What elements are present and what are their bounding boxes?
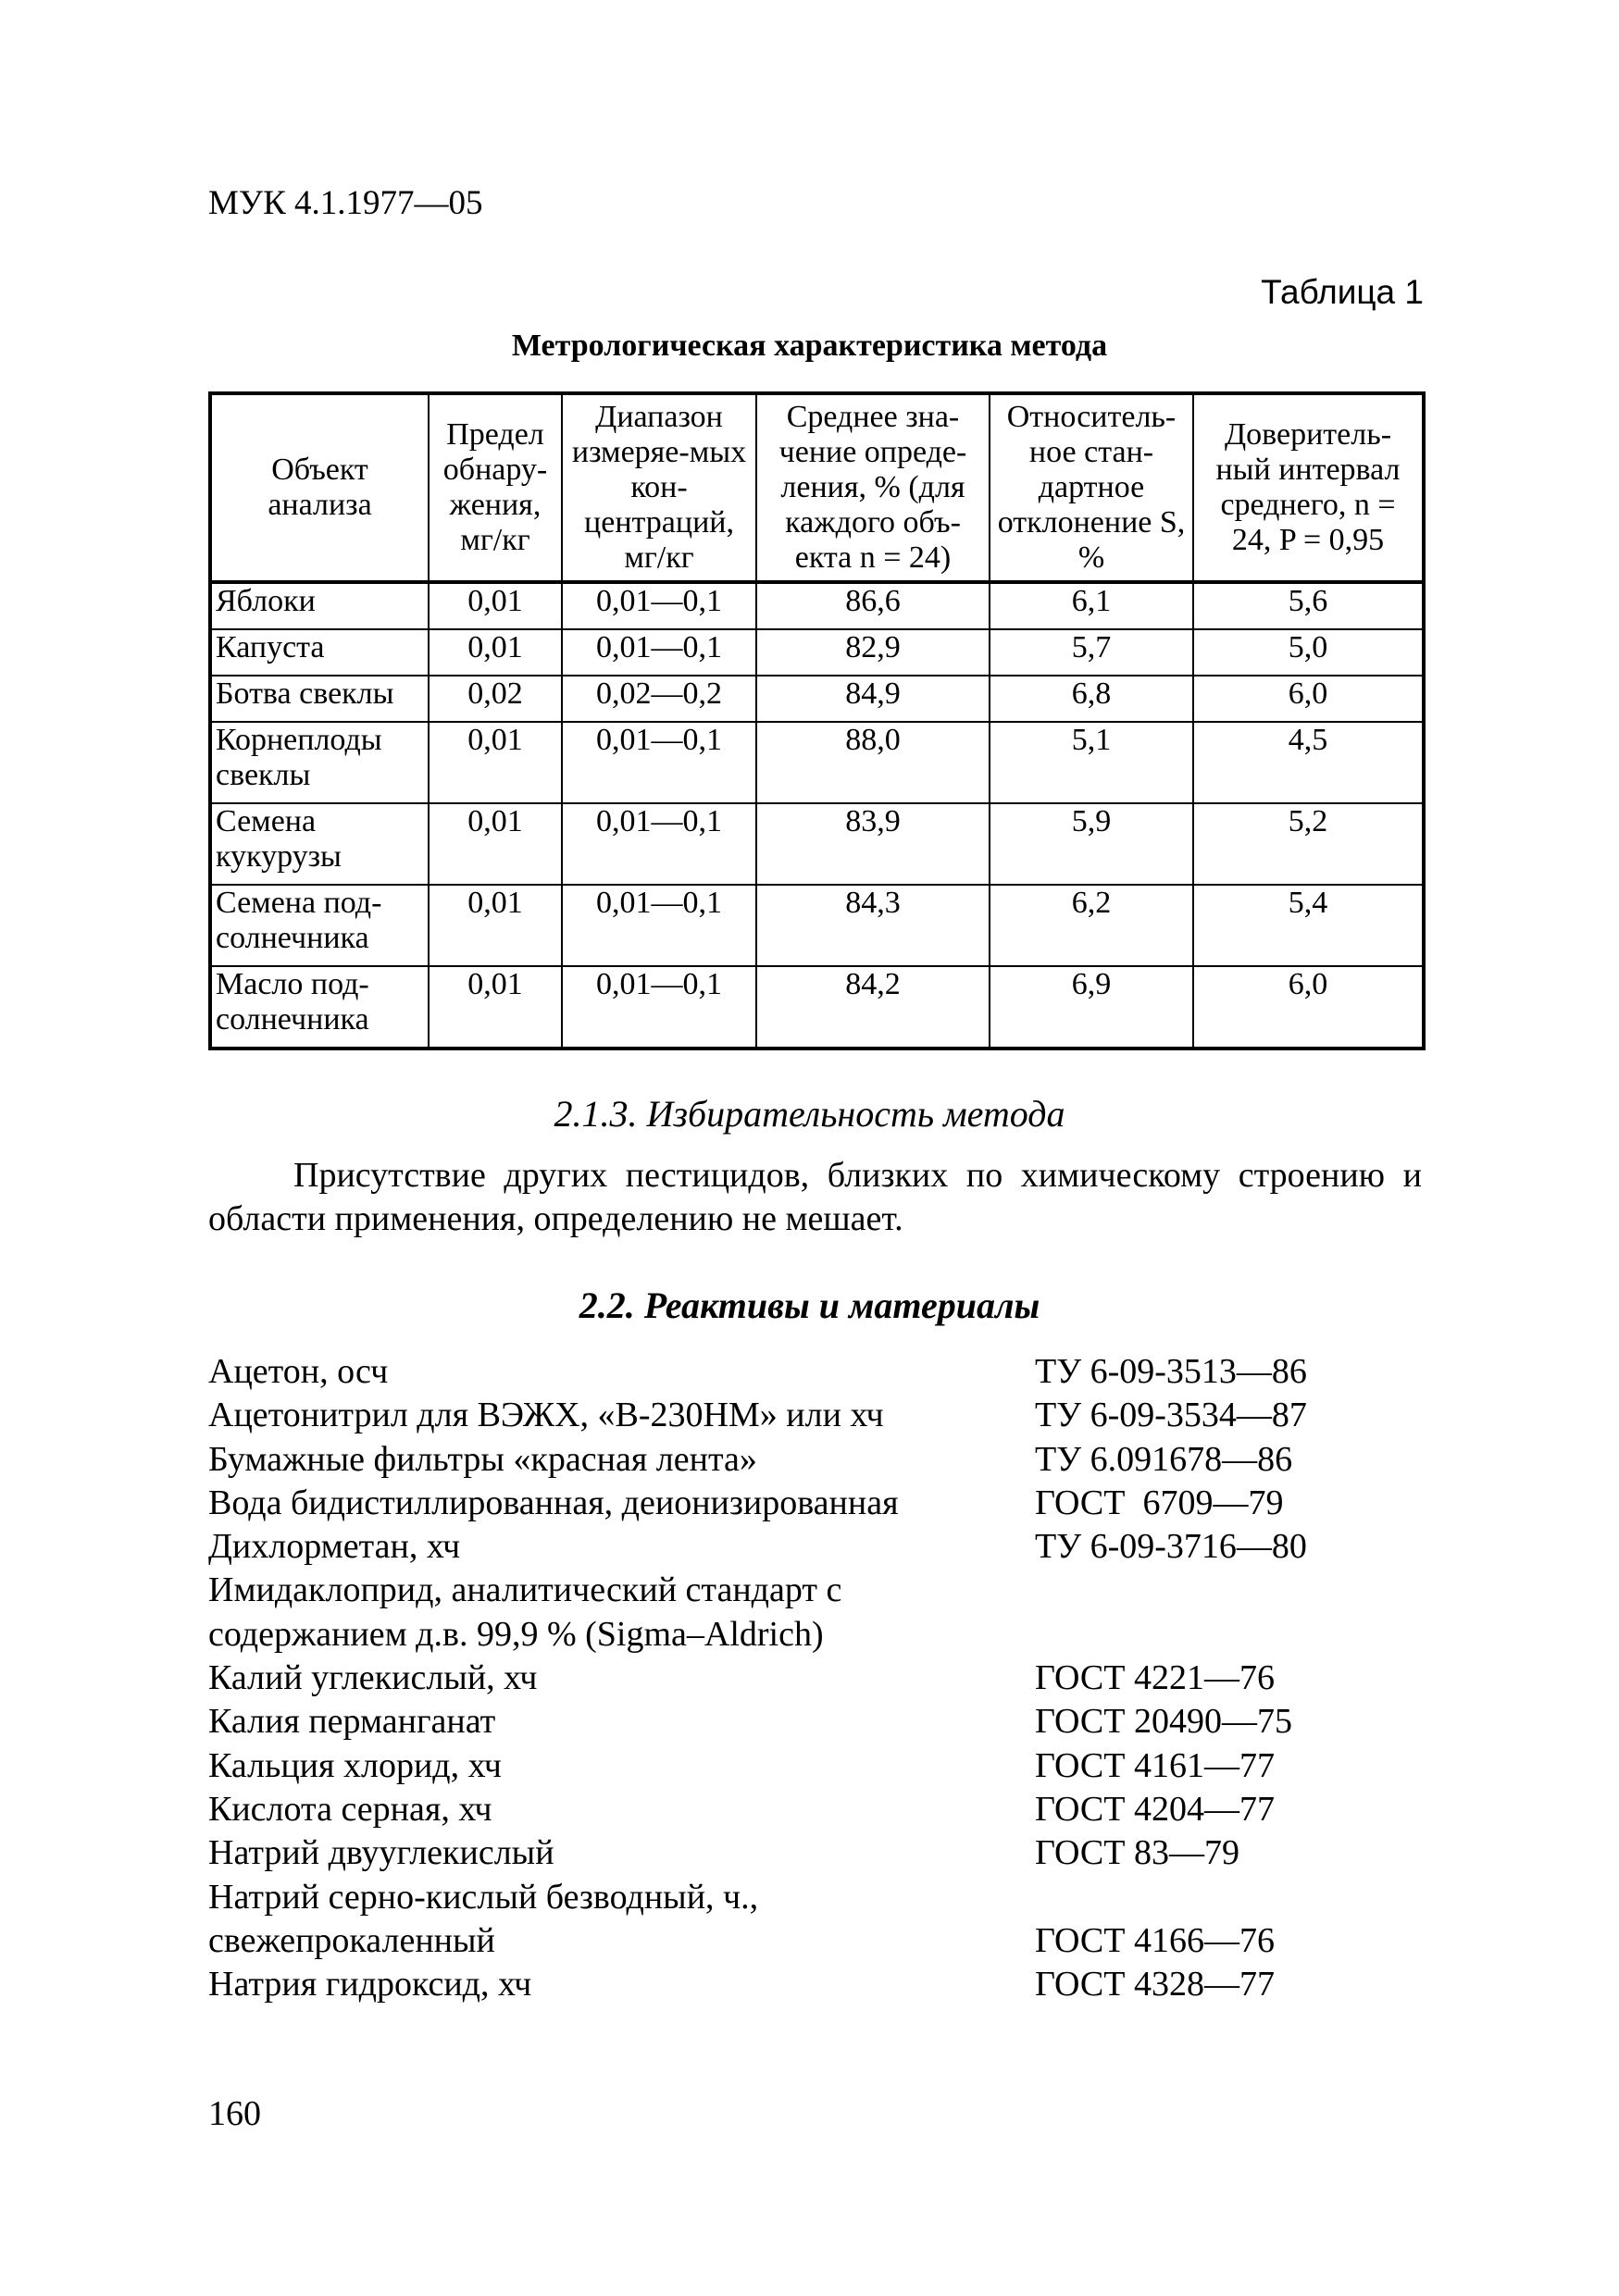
cell-object: Семена кукурузы xyxy=(210,803,429,885)
reagent-name: Натрия гидроксид, хч xyxy=(208,1965,532,2004)
reagent-standard: ГОСТ 4328—77 xyxy=(1035,1965,1275,2004)
cell-value: 6,0 xyxy=(1193,676,1424,722)
reagent-name: Кислота серная, хч xyxy=(208,1789,492,1829)
cell-value: 4,5 xyxy=(1193,722,1424,803)
reagent-name: Ацетонитрил для ВЭЖХ, «В-230НМ» или хч xyxy=(208,1396,884,1435)
reagent-standard: ТУ 6-09-3513—86 xyxy=(1035,1352,1307,1391)
reagent-name: Дихлорметан, хч xyxy=(208,1527,461,1567)
cell-object: Ботва свеклы xyxy=(210,676,429,722)
cell-value: 84,3 xyxy=(756,885,990,966)
cell-value: 5,9 xyxy=(990,803,1193,885)
list-item xyxy=(208,1394,1422,1437)
reagent-standard: ТУ 6-09-3534—87 xyxy=(1035,1396,1307,1435)
table-row xyxy=(210,803,1424,885)
header-detection-limit: Предел обнару-жения, мг/кг xyxy=(429,393,562,582)
reagent-standard: ГОСТ 83—79 xyxy=(1035,1833,1239,1873)
cell-value: 5,1 xyxy=(990,722,1193,803)
cell-value: 84,2 xyxy=(756,966,990,1049)
cell-value: 6,1 xyxy=(990,582,1193,629)
cell-value: 5,4 xyxy=(1193,885,1424,966)
cell-value: 6,9 xyxy=(990,966,1193,1049)
cell-value: 88,0 xyxy=(756,722,990,803)
cell-value: 0,01—0,1 xyxy=(562,582,756,629)
header-range: Диапазон измеряе-мых кон-центраций, мг/кг xyxy=(562,393,756,582)
list-item xyxy=(208,1438,1422,1482)
cell-value: 83,9 xyxy=(756,803,990,885)
metrology-table xyxy=(208,391,1426,1050)
reagent-name: Бумажные фильтры «красная лента» xyxy=(208,1439,757,1479)
cell-value: 82,9 xyxy=(756,629,990,676)
reagent-name: Натрий двууглекислый xyxy=(208,1833,554,1873)
cell-object: Яблоки xyxy=(210,582,429,629)
cell-object: Капуста xyxy=(210,629,429,676)
cell-value: 0,01—0,1 xyxy=(562,803,756,885)
page-number: 160 xyxy=(208,2094,261,2133)
table-row xyxy=(210,582,1424,629)
table-row xyxy=(210,629,1424,676)
header-rsd: Относитель-ное стан-дартное отклонение S, % xyxy=(990,393,1193,582)
header-object: Объект анализа xyxy=(210,393,429,582)
header-mean: Среднее зна-чение опреде-ления, % (для каждого объ-екта n = 24) xyxy=(756,393,990,582)
cell-value: 0,01 xyxy=(429,722,562,803)
cell-value: 6,2 xyxy=(990,885,1193,966)
list-item xyxy=(208,1657,1422,1700)
reagent-standard: ТУ 6-09-3716—80 xyxy=(1035,1527,1307,1567)
reagent-standard: ГОСТ 4204—77 xyxy=(1035,1789,1275,1829)
selectivity-paragraph: Присутствие других пестицидов, близких по химическому строению и области применения, определению не мешает. xyxy=(208,1156,1422,1238)
table-number-label: Таблица 1 xyxy=(1261,273,1424,311)
reagent-standard: ГОСТ 4166—76 xyxy=(1035,1920,1275,1960)
list-item xyxy=(208,1831,1422,1875)
cell-value: 0,02 xyxy=(429,676,562,722)
cell-value: 5,7 xyxy=(990,629,1193,676)
table-header-row xyxy=(210,393,1424,582)
cell-object: Масло под-солнечника xyxy=(210,966,429,1049)
reagent-standard: ГОСТ 20490—75 xyxy=(1035,1702,1292,1742)
list-item xyxy=(208,1482,1422,1525)
cell-value: 6,8 xyxy=(990,676,1193,722)
reagent-standard: ГОСТ 4161—77 xyxy=(1035,1745,1275,1785)
reagent-name: Имидаклоприд, аналитический стандарт с содержанием д.в. 99,9 % (Sigma–Aldrich) xyxy=(208,1570,842,1654)
table-row xyxy=(210,722,1424,803)
reagent-name: Ацетон, осч xyxy=(208,1352,389,1391)
cell-object: Семена под-солнечника xyxy=(210,885,429,966)
reagents-list xyxy=(208,1350,1422,2006)
reagent-name: Кальция хлорид, хч xyxy=(208,1745,502,1785)
reagent-standard: ГОСТ 4221—76 xyxy=(1035,1658,1275,1698)
cell-value: 5,0 xyxy=(1193,629,1424,676)
reagent-standard: ГОСТ 6709—79 xyxy=(1035,1483,1284,1522)
cell-value: 0,01—0,1 xyxy=(562,885,756,966)
list-item xyxy=(208,1569,1422,1657)
reagent-name: Вода бидистиллированная, деионизированная xyxy=(208,1483,899,1522)
cell-value: 86,6 xyxy=(756,582,990,629)
cell-value: 5,6 xyxy=(1193,582,1424,629)
section-heading-reagents: 2.2. Реактивы и материалы xyxy=(579,1285,1040,1326)
reagent-name: Калия перманганат xyxy=(208,1702,496,1742)
cell-value: 84,9 xyxy=(756,676,990,722)
document-code: МУК 4.1.1977—05 xyxy=(208,184,483,222)
cell-value: 5,2 xyxy=(1193,803,1424,885)
list-item xyxy=(208,1876,1422,1964)
list-item xyxy=(208,1788,1422,1831)
table-row xyxy=(210,676,1424,722)
section-heading-selectivity: 2.1.3. Избирательность метода xyxy=(554,1093,1065,1135)
cell-value: 0,01—0,1 xyxy=(562,722,756,803)
cell-value: 0,01 xyxy=(429,629,562,676)
list-item xyxy=(208,1744,1422,1788)
table-row xyxy=(210,885,1424,966)
cell-value: 0,01 xyxy=(429,803,562,885)
table-title: Метрологическая характеристика метода xyxy=(511,329,1108,363)
header-confidence: Доверитель-ный интервал среднего, n = 24, P = 0,95 xyxy=(1193,393,1424,582)
cell-value: 0,01—0,1 xyxy=(562,629,756,676)
list-item xyxy=(208,1963,1422,2006)
cell-value: 0,01 xyxy=(429,582,562,629)
cell-value: 0,02—0,2 xyxy=(562,676,756,722)
reagent-name: Калий углекислый, хч xyxy=(208,1658,538,1698)
cell-value: 0,01—0,1 xyxy=(562,966,756,1049)
reagent-name: Натрий серно-кислый безводный, ч., свежепрокаленный xyxy=(208,1877,759,1960)
cell-value: 0,01 xyxy=(429,966,562,1049)
list-item xyxy=(208,1525,1422,1569)
cell-value: 0,01 xyxy=(429,885,562,966)
cell-object: Корнеплоды свеклы xyxy=(210,722,429,803)
table-row xyxy=(210,966,1424,1049)
reagent-standard: ТУ 6.091678—86 xyxy=(1035,1439,1293,1479)
list-item xyxy=(208,1700,1422,1744)
cell-value: 6,0 xyxy=(1193,966,1424,1049)
list-item xyxy=(208,1350,1422,1394)
